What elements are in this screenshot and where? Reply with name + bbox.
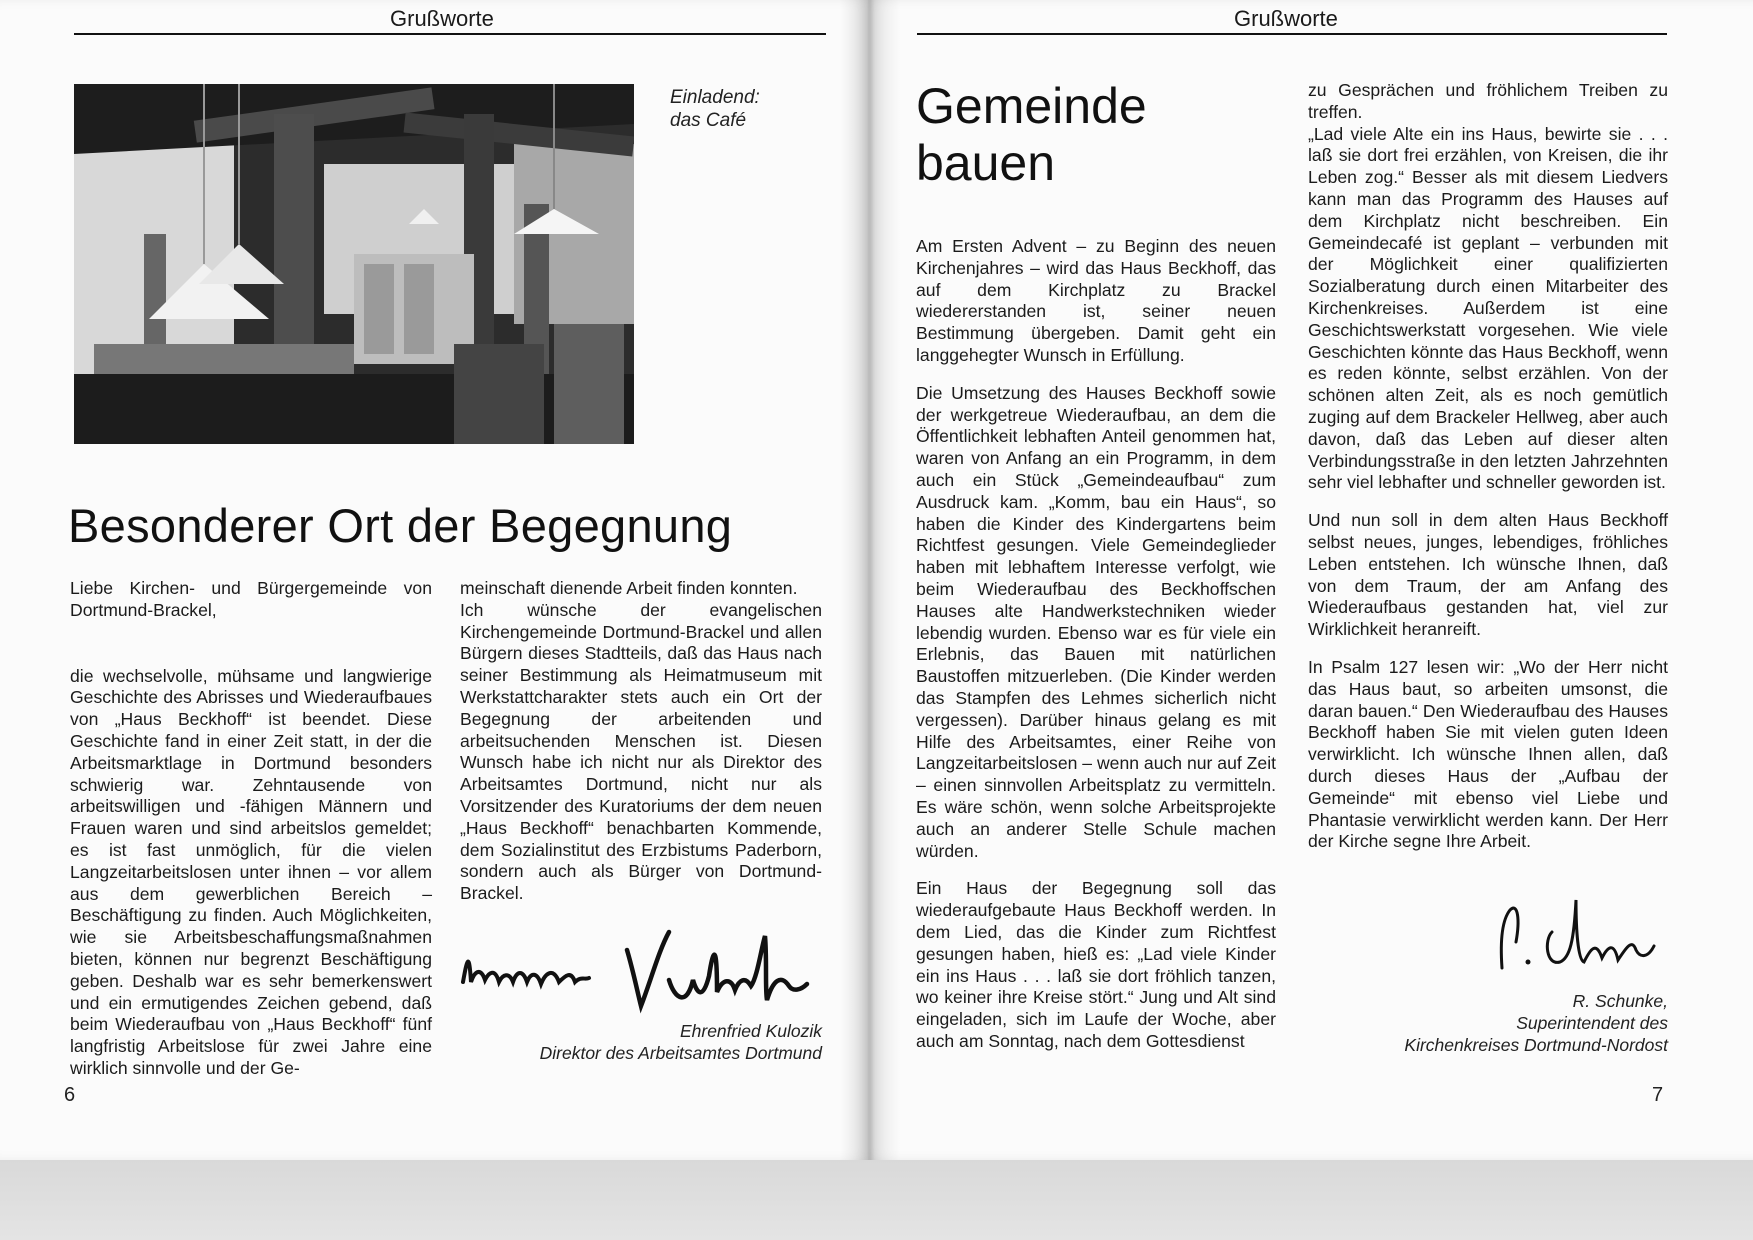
right-article-column-2: [1308, 80, 1668, 853]
signature-schunke: [1480, 880, 1670, 975]
scan-bottom-margin: [0, 1160, 1753, 1240]
body-paragraph-continued: zu Gesprächen und fröhlichem Treiben zu treffen.: [1308, 80, 1668, 122]
body-paragraph: Und nun soll in dem alten Haus Beckhoff selbst neues, junges, lebendiges, fröhliches Leben entstehen. Ich wünsche Ihnen, daß von dem Traum, der am Anfang des Wiederaufbaus gestanden hat, viel zur Wirklichkeit heranreift.: [1308, 510, 1668, 640]
running-head-right: Grußworte: [1234, 6, 1338, 31]
signatory-name: Ehrenfried Kulozik: [679, 1021, 822, 1041]
left-article-column-2: [460, 578, 822, 905]
body-paragraph: In Psalm 127 lesen wir: „Wo der Herr nicht das Haus baut, so arbeiten umsonst, die daran bauen.“ Den Wiederaufbau des Hauses Beckhoff haben Sie mit vielen guten Ideen verwirklicht. Ich wünsche Ihnen allen, daß durch dieses Haus der „Aufbau der Gemeinde“ mit ebenso viel Liebe und Phantasie verwirklicht werden kann. Der Herr der Kirche segne Ihre Arbeit.: [1308, 656, 1668, 852]
photo-caption-line-2: das Café: [670, 110, 747, 131]
page-number-left: 6: [64, 1084, 76, 1106]
article-headline-left: Besonderer Ort der Begegnung: [68, 499, 733, 552]
cafe-photo-drawing: [74, 84, 634, 444]
header-rule-right: [917, 33, 1667, 35]
signature-kulozik: [455, 920, 825, 1020]
left-article-column-1: [70, 578, 432, 1080]
body-paragraph: Ich wünsche der evangelischen Kirchengemeinde Dortmund-Brackel und allen Bürgern dieses Stadtteils, daß das Haus nach seiner Bestimmung als Heimatmuseum mit Werkstattcharakter stets auch ein Ort der Begegnung der arbeitenden und arbeitsuchenden Menschen ist. Diesen Wunsch habe ich nicht nur als Direktor des Arbeitsamtes Dortmund, nicht nur als Vorsitzender des Kuratoriums der dem neuen „Haus Beckhoff“ benachbarten Kommende, dem Sozialinstitut des Erzbistums Paderborn, sondern auch als Bürger von Dortmund-Brackel.: [460, 599, 822, 904]
signature-block-left: [460, 1020, 822, 1064]
page-number-right: 7: [1652, 1084, 1664, 1106]
salutation: Liebe Kirchen- und Bürgergemeinde von Dortmund-Brackel,: [70, 578, 432, 620]
signatory-title: Superintendent des: [1516, 1013, 1668, 1033]
article-headline-right: [916, 78, 1147, 192]
body-paragraph: „Lad viele Alte ein ins Haus, bewirte sie . . . laß sie dort frei erzählen, von Kreisen, die ihr Leben zog.“ Besser als mit diesem Liedvers kann man das Programm des Hauses auf dem Kirchplatz nicht beschreiben. Ein Gemeindecafé ist geplant – verbunden mit der Möglichkeit einer qualifizierten Sozialberatung durch einen Mitarbeiter des Kirchenkreises. Außerdem ist eine Geschichtswerkstatt vorgesehen. Wie viele Geschichten könnte das Haus Beckhoff, wenn es reden könnte, selbst erzählen. Von der schönen alten Zeit, als es noch gemütlich zuging auf dem Brackeler Hellweg, aber auch davon, daß das Leben auf dieser alten Verbindungsstraße in den letzten Jahrzehnten sehr viel lebhafter und schneller geworden ist.: [1308, 123, 1668, 493]
signature-block-right: [1308, 990, 1668, 1056]
headline-line-1: Gemeinde: [916, 78, 1147, 134]
body-paragraph: Am Ersten Advent – zu Beginn des neuen Kirchenjahres – wird das Haus Beckhoff, das auf dem Kirchplatz zu Brackel wiedererstanden ist, seiner neuen Bestimmung übergeben. Damit geht ein langgehegter Wunsch in Erfüllung.: [916, 236, 1276, 365]
right-article-column-1: [916, 236, 1276, 1053]
photo-caption: [670, 86, 760, 132]
headline-line-2: bauen: [916, 135, 1056, 191]
header-rule-left: [74, 33, 826, 35]
signatory-name: R. Schunke,: [1572, 991, 1668, 1011]
running-head-left: Grußworte: [390, 6, 494, 31]
photo-caption-line-1: Einladend:: [670, 87, 760, 108]
signatory-title: Direktor des Arbeitsamtes Dortmund: [539, 1043, 822, 1063]
body-paragraph: Die Umsetzung des Hauses Beckhoff sowie der werkgetreue Wiederaufbau, an dem die Öffentlichkeit lebhaften Anteil genommen hat, waren von Anfang an ein Programm, in dem auch ein Stück „Gemeindeaufbau“ zum Ausdruck kam. „Komm, bau ein Haus“, so haben die Kinder des Kindergartens beim Richtfest gesungen. Viele Gemeindeglieder haben mit lebhaftem Interesse verfolgt, wie beim Wiederaufbau des Beckhoffschen Hauses alte Handwerkstechniken wieder lebendig wurden. Ebenso war es für viele ein Erlebnis, das Bauen mit natürlichen Baustoffen mitzuerleben. (Die Kinder werden das Stampfen des Lehmes sicherlich nicht vergessen). Darüber hinaus gelang es mit Hilfe des Arbeitsamtes, einer Reihe von Langzeitarbeitslosen – wenn auch nur auf Zeit – einen sinnvollen Arbeitsplatz zu vermitteln. Es wäre schön, wenn solche Arbeitsprojekte auch an anderer Stelle Schule machen würden.: [916, 382, 1276, 861]
body-paragraph: Ein Haus der Begegnung soll das wiederaufgebaute Haus Beckhoff werden. In dem Lied, das die Kinder zum Richtfest gesungen haben, hieß es: „Lad viele Kinder ein ins Haus . . . laß sie dort fröhlich tanzen, wo keiner ihre Kreise stört.“ Jung und Alt sind eingeladen, sich im Laufe der Woche, aber auch am Sonntag, nach dem Gottesdienst: [916, 878, 1276, 1051]
cafe-photo: [74, 84, 634, 444]
body-paragraph-continued: meinschaft dienende Arbeit finden konnten.: [460, 578, 798, 598]
body-paragraph: die wechselvolle, mühsame und langwierige Geschichte des Abrisses und Wiederaufbaues von „Haus Beckhoff“ ist beendet. Diese Geschichte fand in einer Zeit statt, in der die Arbeitsmarktlage in Dortmund besonders schwierig war. Zehntausende von arbeitswilligen und -fähigen Männern und Frauen waren und sind arbeitslos gemeldet; es ist fast unmöglich, für die vielen Langzeitarbeitslosen unter ihnen – vor allem aus dem gewerblichen Bereich – Beschäftigung zu finden. Auch Möglichkeiten, wie sie Arbeitsbeschaffungsmaßnahmen bieten, können nur begrenzt Beschäftigung geben. Deshalb war es sehr bemerkenswert und ein ermutigendes Zeichen gebend, daß beim Wiederaufbau von „Haus Beckhoff“ fünf langfristig Arbeitslose für zwei Jahre eine wirklich sinnvolle und der Ge-: [70, 665, 432, 1078]
signatory-organization: Kirchenkreises Dortmund-Nordost: [1404, 1035, 1668, 1055]
